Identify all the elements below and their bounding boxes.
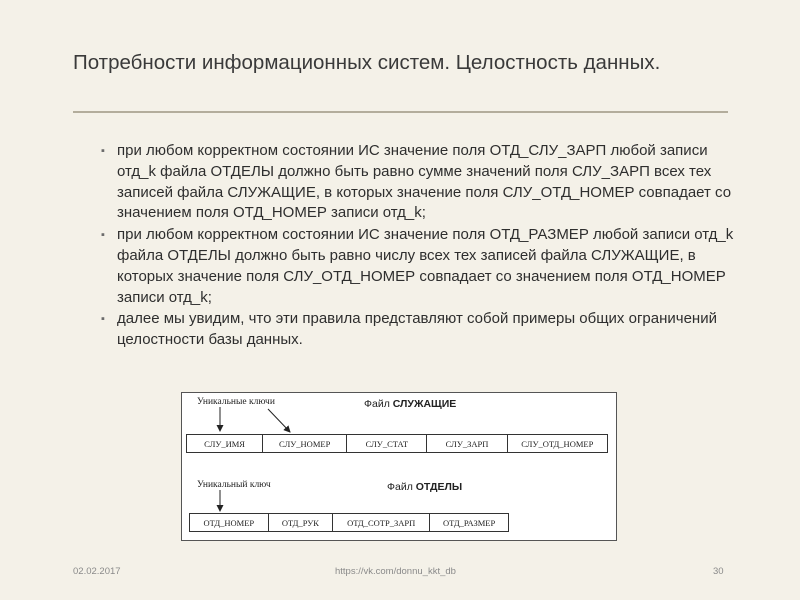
bullet-text: при любом корректном состоянии ИС значение поля ОТД_СЛУ_ЗАРП любой записи отд_k файла ОТДЕЛЫ должно быть равно сумме значений поля СЛУ_ЗАРП всех тех записей файла СЛУЖАЩИЕ, в которых значение поля СЛУ_ОТД_НОМЕР совпадает со значением поля ОТД_НОМЕР записи отд_k; bbox=[117, 142, 732, 222]
bullet-text: далее мы увидим, что эти правила представляют собой примеры общих ограничений целостности базы данных. bbox=[117, 310, 717, 349]
unique-keys-label: Уникальные ключи bbox=[197, 397, 275, 407]
employees-file-caption bbox=[364, 398, 456, 410]
footer-date: 02.02.2017 bbox=[73, 566, 121, 577]
slide-title: Потребности информационных систем. Целостность данных. bbox=[73, 51, 661, 74]
unique-key-label: Уникальный ключ bbox=[197, 480, 271, 490]
field-cell: ОТД_СОТР_ЗАРП bbox=[333, 514, 430, 532]
file-structure-diagram bbox=[181, 392, 617, 541]
departments-record-layout bbox=[189, 513, 509, 532]
field-cell: СЛУ_ОТД_НОМЕР bbox=[507, 435, 607, 453]
departments-file-name: ОТДЕЛЫ bbox=[415, 481, 463, 493]
bullet-text: при любом корректном состоянии ИС значение поля ОТД_РАЗМЕР любой записи отд_k файла ОТДЕЛЫ должно быть равно числу всех тех записей файла СЛУЖАЩИЕ, в которых значение поля СЛУ_ОТД_НОМЕР совпадает со значением поля ОТД_НОМЕР записи отд_k; bbox=[117, 226, 734, 306]
caption-prefix: Файл bbox=[364, 398, 393, 410]
footer-url: https://vk.com/donnu_kkt_db bbox=[335, 566, 456, 577]
title-divider bbox=[73, 111, 728, 113]
bullet-marker-icon: ▪ bbox=[101, 313, 105, 326]
field-cell: СЛУ_СТАТ bbox=[347, 435, 427, 453]
bullet-list bbox=[100, 141, 740, 352]
field-cell: ОТД_РУК bbox=[268, 514, 332, 532]
employees-record-layout bbox=[186, 434, 608, 453]
field-cell: СЛУ_НОМЕР bbox=[263, 435, 347, 453]
bullet-item bbox=[100, 225, 740, 308]
departments-file-caption bbox=[387, 481, 462, 493]
page-number: 30 bbox=[713, 566, 724, 577]
key-arrow-number bbox=[268, 409, 290, 432]
bullet-item bbox=[100, 141, 740, 224]
bullet-marker-icon: ▪ bbox=[101, 145, 105, 157]
field-cell: ОТД_НОМЕР bbox=[190, 514, 269, 532]
employees-file-name: СЛУЖАЩИЕ bbox=[392, 398, 457, 410]
field-cell: СЛУ_ИМЯ bbox=[187, 435, 263, 453]
bullet-marker-icon: ▪ bbox=[101, 229, 105, 242]
bullet-item bbox=[100, 309, 740, 351]
caption-prefix: Файл bbox=[387, 481, 416, 493]
field-cell: СЛУ_ЗАРП bbox=[427, 435, 507, 453]
field-cell: ОТД_РАЗМЕР bbox=[430, 514, 509, 532]
